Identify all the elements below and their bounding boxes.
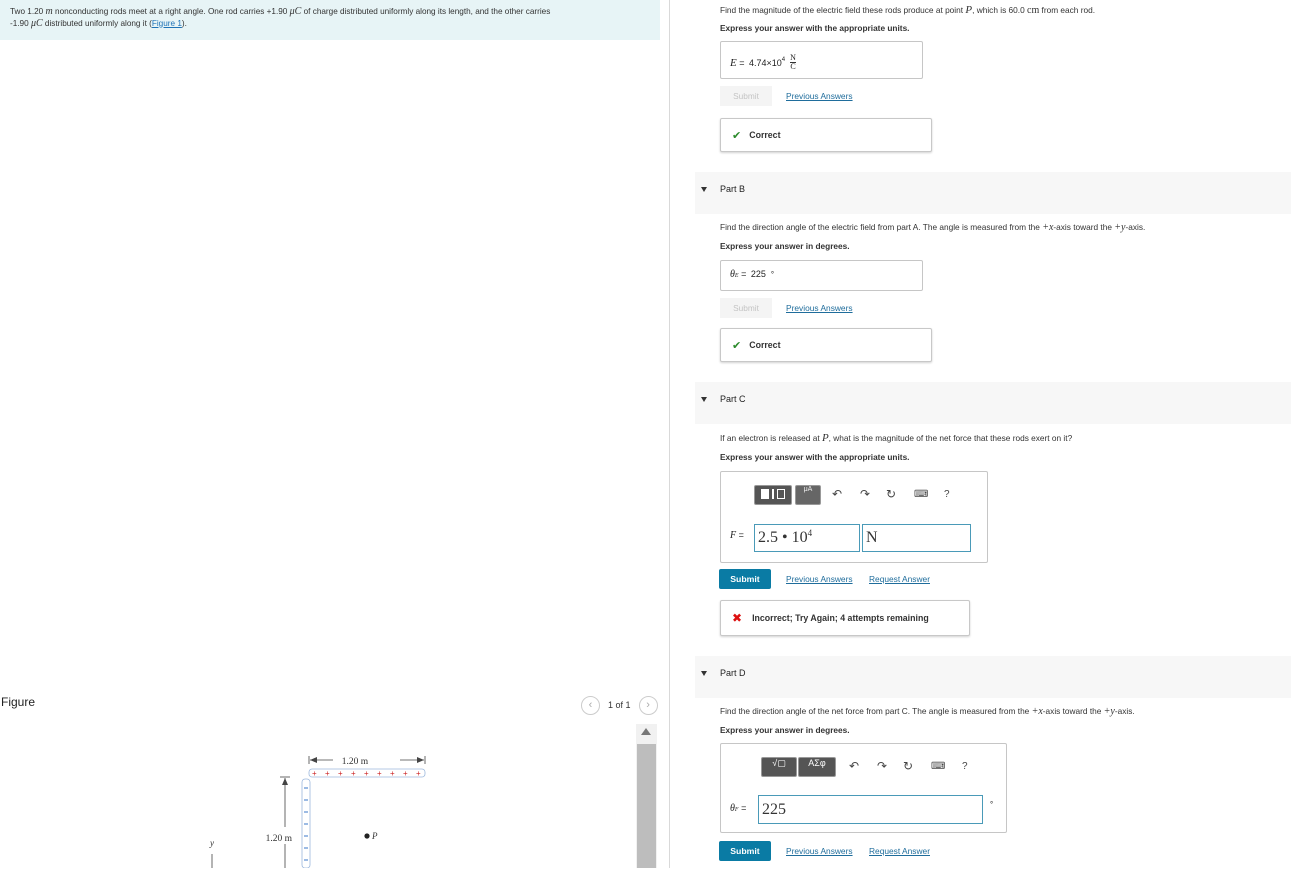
part-a-submit-button[interactable]: Submit: [720, 86, 772, 106]
part-d-question: [720, 706, 1135, 717]
part-d-submit-button[interactable]: Submit: [719, 841, 771, 861]
collapse-triangle-icon[interactable]: [701, 187, 707, 192]
feedback-text: Correct: [749, 130, 781, 140]
checkmark-icon: ✔: [732, 339, 742, 352]
feedback-text: Correct: [749, 340, 781, 350]
y-axis-var: +y: [1103, 706, 1115, 717]
part-d-answer-label: [730, 803, 749, 814]
unit-denominator: C: [790, 62, 796, 71]
unit-m: m: [45, 6, 53, 17]
answer-var: θ: [730, 803, 735, 814]
collapse-triangle-icon[interactable]: [701, 397, 707, 402]
question-text: -axis.: [1125, 222, 1146, 232]
plus-sign: +: [351, 769, 356, 778]
problem-text: Two 1.20: [10, 7, 46, 16]
figure-link[interactable]: Figure 1: [151, 18, 182, 28]
unit-microcoulomb: μC: [30, 17, 43, 29]
question-text: Find the magnitude of the electric field these rods produce at point: [720, 5, 966, 15]
scroll-up-icon[interactable]: [641, 728, 651, 735]
reset-icon[interactable]: ↻: [886, 487, 897, 501]
answer-value: 225: [750, 269, 766, 279]
part-c-submit-button[interactable]: Submit: [719, 569, 771, 589]
part-b-question: [720, 222, 1145, 233]
help-icon[interactable]: ?: [944, 489, 950, 500]
right-pane: [680, 0, 1291, 868]
pager-text: 1 of 1: [608, 700, 631, 710]
plus-sign: +: [325, 769, 330, 778]
part-d-request-answer-link[interactable]: Request Answer: [869, 846, 930, 856]
checkmark-icon: ✔: [732, 129, 742, 142]
y-axis-label: y: [210, 838, 214, 848]
problem-line-1: [10, 6, 650, 18]
feedback-text: Incorrect; Try Again; 4 attempts remaining: [752, 613, 929, 623]
x-axis-var: +x: [1042, 222, 1054, 233]
answer-eq: =: [736, 57, 747, 68]
question-text: from each rod.: [1039, 5, 1096, 15]
point-p-var: P: [965, 4, 973, 16]
unit-numerator: N: [790, 53, 796, 62]
problem-text: -1.90: [10, 18, 31, 28]
plus-sign: +: [364, 769, 369, 778]
figure-canvas: [0, 722, 660, 868]
answer-unit: °: [770, 270, 775, 279]
part-c-header[interactable]: [695, 382, 1291, 424]
answer-var: E: [730, 56, 737, 69]
figure-diagram: [0, 722, 636, 868]
question-text: Find the direction angle of the net force from part C. The angle is measured from the: [720, 706, 1032, 716]
part-a-answer-box: [720, 41, 923, 79]
plus-sign: +: [377, 769, 382, 778]
answer-unit-fraction: [790, 54, 796, 71]
part-a-feedback: [720, 118, 932, 152]
part-d-value-input[interactable]: [758, 795, 983, 824]
question-text: -axis.: [1114, 706, 1135, 716]
answer-var: F: [730, 530, 737, 541]
part-b-instruction: Express your answer in degrees.: [720, 241, 850, 251]
answer-subscript: E: [734, 273, 739, 279]
y-axis-var: +y: [1114, 222, 1126, 233]
redo-icon[interactable]: ↷: [860, 487, 871, 501]
part-c-math-toolbar: [754, 485, 984, 508]
question-text: If an electron is released at: [720, 433, 822, 443]
positive-charges: [312, 769, 421, 778]
collapse-triangle-icon[interactable]: [701, 671, 707, 676]
part-c-value-input[interactable]: [754, 524, 860, 552]
plus-sign: +: [390, 769, 395, 778]
part-c-instruction: Express your answer with the appropriate units.: [720, 452, 910, 462]
part-d-label: Part D: [720, 668, 746, 678]
reset-icon[interactable]: ↻: [903, 759, 914, 773]
sqrt-templates-button[interactable]: √▢: [761, 757, 797, 777]
part-a-instruction: Express your answer with the appropriate units.: [720, 23, 910, 33]
answer-exponent: 4: [807, 528, 813, 538]
answer-unit: °: [990, 800, 994, 809]
answer-value: 225: [762, 800, 786, 818]
part-d-math-toolbar: [761, 757, 1001, 780]
part-c-answer-label: [730, 530, 746, 541]
part-b-submit-button[interactable]: Submit: [720, 298, 772, 318]
question-text: , which is 60.0: [972, 5, 1027, 15]
templates-button[interactable]: [754, 485, 792, 505]
chevron-left-icon[interactable]: ‹: [581, 696, 600, 715]
part-c-label: Part C: [720, 394, 746, 404]
answer-value: 2.5 • 10: [758, 529, 808, 546]
undo-icon[interactable]: ↶: [832, 487, 843, 501]
units-button[interactable]: μA: [795, 485, 821, 505]
top-length-label: 1.20 m: [341, 757, 369, 767]
part-b-answer-box: [720, 260, 923, 291]
plus-sign: +: [403, 769, 408, 778]
side-length-label: 1.20 m: [265, 834, 292, 844]
unit-microcoulomb: μC: [289, 6, 302, 17]
help-icon[interactable]: ?: [962, 761, 968, 772]
undo-icon[interactable]: ↶: [849, 759, 860, 773]
scrollbar-thumb[interactable]: [637, 744, 656, 868]
answer-var: θ: [730, 269, 735, 280]
answer-eq: =: [738, 803, 749, 813]
part-b-answer: [730, 269, 774, 280]
problem-text: of charge distributed uniformly along its length, and the other carries: [301, 7, 551, 16]
answer-eq: =: [738, 269, 749, 279]
point-p-var: P: [821, 432, 829, 444]
part-c-question: [720, 432, 1072, 444]
x-mark-icon: ✖: [732, 611, 743, 625]
answer-exponent: 4: [781, 56, 786, 63]
question-text: , what is the magnitude of the net force that these rods exert on it?: [828, 433, 1073, 443]
part-d-instruction: Express your answer in degrees.: [720, 725, 850, 735]
plus-sign: +: [416, 769, 421, 778]
point-p-label: P: [372, 831, 378, 841]
problem-statement: [0, 0, 660, 40]
question-text: Find the direction angle of the electric field from part A. The angle is measured from the: [720, 222, 1043, 232]
part-b-header[interactable]: [695, 172, 1291, 214]
figure-scrollbar[interactable]: [636, 724, 657, 868]
keyboard-icon[interactable]: ⌨: [931, 761, 946, 772]
keyboard-icon[interactable]: ⌨: [914, 489, 929, 500]
part-a-answer: [730, 54, 796, 71]
question-text: -axis toward the: [1042, 706, 1104, 716]
answer-unit: N: [866, 529, 878, 546]
part-c-previous-answers-link[interactable]: Previous Answers: [786, 574, 853, 584]
unit-cm: cm: [1027, 5, 1040, 16]
point-p: [364, 833, 369, 838]
part-b-previous-answers-link[interactable]: Previous Answers: [786, 303, 853, 313]
figure-pager: [581, 695, 658, 715]
question-text: -axis toward the: [1053, 222, 1115, 232]
redo-icon[interactable]: ↷: [877, 759, 888, 773]
answer-eq: =: [736, 530, 747, 540]
part-c-request-answer-link[interactable]: Request Answer: [869, 574, 930, 584]
part-d-header[interactable]: [695, 656, 1291, 698]
part-c-feedback: [720, 600, 970, 636]
plus-sign: +: [338, 769, 343, 778]
problem-text: nonconducting rods meet at a right angle. One rod carries +1.90: [52, 7, 290, 16]
problem-text: ).: [181, 18, 187, 28]
answer-subscript: F: [734, 807, 739, 813]
part-d-answer-box: [720, 743, 1007, 833]
part-a-previous-answers-link[interactable]: Previous Answers: [786, 91, 853, 101]
problem-line-2: [10, 18, 650, 30]
part-d-previous-answers-link[interactable]: Previous Answers: [786, 846, 853, 856]
figure-title: Figure: [1, 695, 36, 709]
plus-sign: +: [312, 769, 317, 778]
pane-divider: [669, 0, 670, 868]
chevron-right-icon[interactable]: ›: [639, 696, 658, 715]
problem-text: distributed uniformly along it (: [42, 18, 152, 28]
answer-value: 4.74×10: [749, 57, 782, 68]
greek-letters-button[interactable]: ΑΣφ: [798, 757, 836, 777]
x-axis-var: +x: [1031, 706, 1043, 717]
part-b-feedback: [720, 328, 932, 362]
part-a-question: [720, 4, 1095, 16]
part-c-answer-box: [720, 471, 988, 563]
part-c-unit-input[interactable]: [862, 524, 971, 552]
part-b-label: Part B: [720, 184, 746, 194]
